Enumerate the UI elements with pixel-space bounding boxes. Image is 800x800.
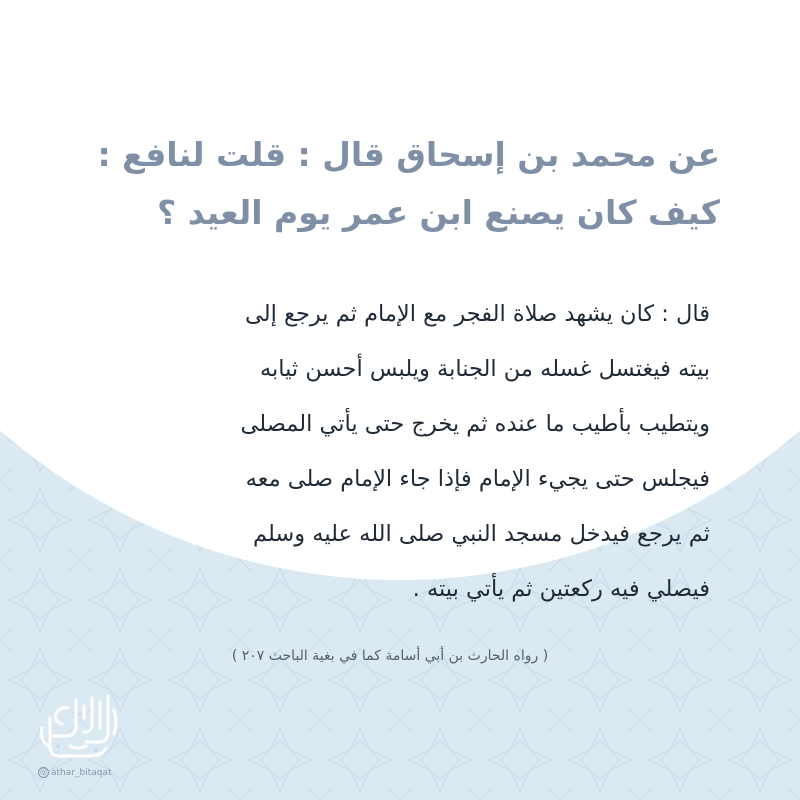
- title-line: عن محمد بن إسحاق قال : قلت لنافع :: [97, 135, 720, 174]
- body-line: فيجلس حتى يجيء الإمام فإذا جاء الإمام صلى معه: [245, 466, 710, 492]
- post-body: [70, 287, 710, 617]
- social-handle: [38, 767, 111, 778]
- post-title: [60, 126, 720, 242]
- body-line: قال : كان يشهد صلاة الفجر مع الإمام ثم يرجع إلى: [244, 301, 710, 327]
- title-line: كيف كان يصنع ابن عمر يوم العيد ؟: [157, 193, 720, 232]
- body-line: ويتطيب بأطيب ما عنده ثم يخرج حتى يأتي المصلى: [240, 411, 710, 437]
- body-line: فيصلي فيه ركعتين ثم يأتي بيته .: [412, 576, 710, 602]
- body-line: ثم يرجع فيدخل مسجد النبي صلى الله عليه وسلم: [252, 521, 710, 547]
- logo-text: البطاقات الأثرية: [30, 688, 37, 689]
- handle-text: athar_bitaqat: [51, 768, 112, 778]
- body-line: بيته فيغتسل غسله من الجنابة ويلبس أحسن ثيابه: [259, 356, 710, 382]
- source-citation: ( رواه الحارث بن أبي أسامة كما في بغية الباحث ٢٠٧ ): [231, 648, 549, 664]
- at-sign-icon: @: [40, 768, 47, 776]
- post-content: [60, 0, 720, 800]
- calligraphy-logo: [30, 688, 122, 766]
